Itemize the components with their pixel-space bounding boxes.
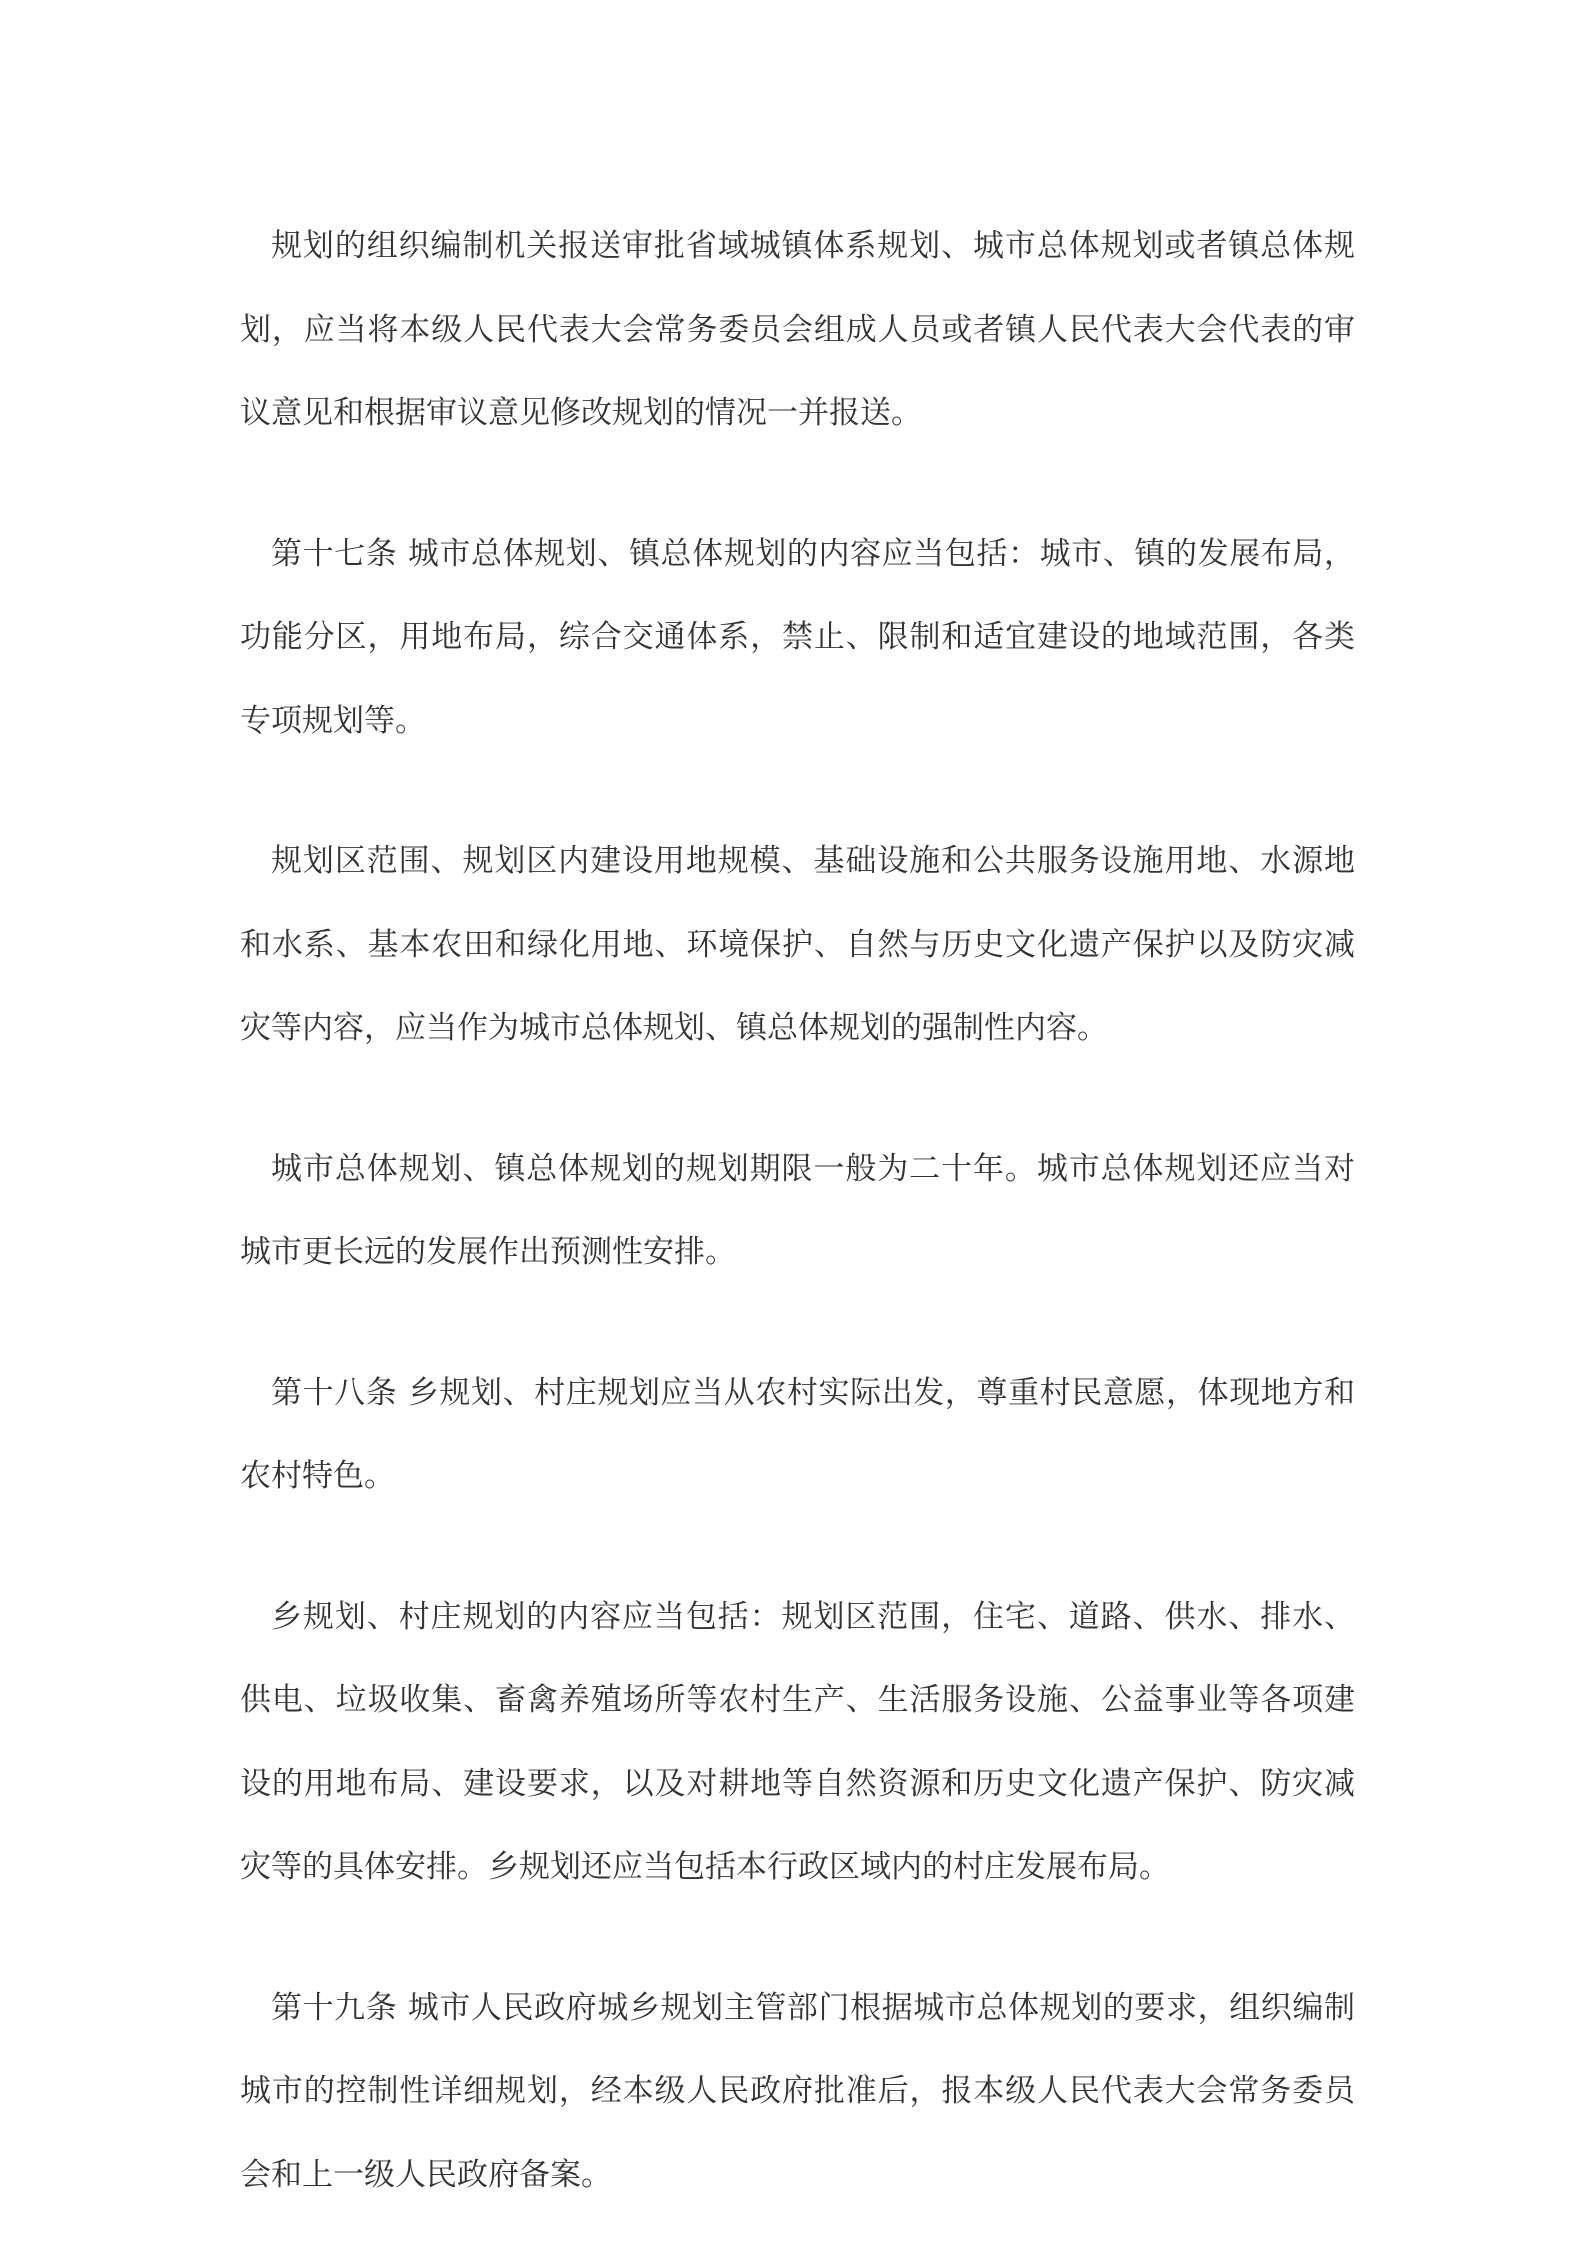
paragraph-planning-period: 城市总体规划、镇总体规划的规划期限一般为二十年。城市总体规划还应当对城市更长远的发展作出预测性安排。 (240, 1150, 1355, 1270)
paragraph-village-content: 乡规划、村庄规划的内容应当包括：规划区范围，住宅、道路、供水、排水、供电、垃圾收集、畜禽养殖场所等农村生产、生活服务设施、公益事业等各项建设的用地布局、建设要求，以及对耕地等自然资源和历史文化遗产保护、防灾减灾等的具体安排。乡规划还应当包括本行政区域内的村庄发展布局。 (240, 1598, 1355, 1885)
paragraph-article-18: 第十八条 乡规划、村庄规划应当从农村实际出发，尊重村民意愿，体现地方和农村特色。 (240, 1374, 1355, 1494)
paragraph-planning-submission: 规划的组织编制机关报送审批省域城镇体系规划、城市总体规划或者镇总体规划，应当将本级人民代表大会常务委员会组成人员或者镇人民代表大会代表的审议意见和根据审议意见修改规划的情况一并报送。 (240, 228, 1355, 431)
paragraph-article-19: 第十九条 城市人民政府城乡规划主管部门根据城市总体规划的要求，组织编制城市的控制性详细规划，经本级人民政府批准后，报本级人民代表大会常务委员会和上一级人民政府备案。 (240, 1989, 1355, 2193)
document-body (240, 205, 1355, 2217)
paragraph-article-17: 第十七条 城市总体规划、镇总体规划的内容应当包括：城市、镇的发展布局，功能分区，用地布局，综合交通体系，禁止、限制和适宜建设的地域范围，各类专项规划等。 (240, 535, 1355, 739)
paragraph-mandatory-content: 规划区范围、规划区内建设用地规模、基础设施和公共服务设施用地、水源地和水系、基本农田和绿化用地、环境保护、自然与历史文化遗产保护以及防灾减灾等内容，应当作为城市总体规划、镇总体规划的强制性内容。 (240, 843, 1355, 1046)
